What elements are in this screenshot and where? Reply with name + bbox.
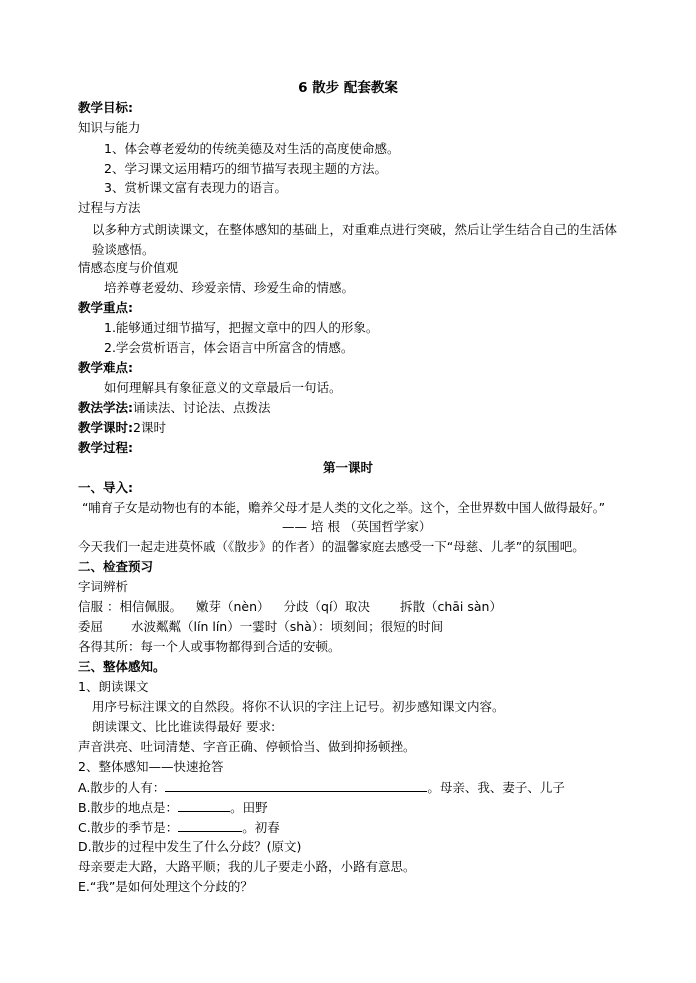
methods-label: 教法学法:	[78, 400, 133, 415]
key-point-2: 2.学会赏析语言，体会语言中所富含的情感。	[104, 340, 354, 355]
intro-heading: 一、导入:	[78, 480, 133, 495]
intro-text: 今天我们一起走进莫怀戚（《散步》的作者）的温馨家庭去感受一下“母慈、儿孝”的氛围吧。	[78, 539, 585, 554]
vocab-line-2	[78, 619, 638, 635]
qa-d-answer: 母亲要走大路，大路平顺；我的儿子要走小路，小路有意思。	[78, 859, 416, 874]
qa-b	[78, 799, 638, 816]
knowledge-item-1: 1、体会尊老爱幼的传统美德及对生活的高度使命感。	[104, 141, 400, 156]
vocab-xinfu: 信服 ：相信佩服。	[78, 599, 182, 614]
perception-sub1: 1、朗读课文	[78, 679, 149, 694]
vocab-line-3: 各得其所：每一个人或事物都得到合适的安顿。	[78, 639, 341, 654]
perception-heading: 三、整体感知。	[78, 659, 166, 674]
qa-a	[78, 779, 638, 796]
hours-text: 2课时	[133, 420, 166, 435]
qa-b-blank[interactable]	[178, 799, 230, 812]
difficulty-text: 如何理解具有象征意义的文章最后一句话。	[104, 380, 342, 395]
qa-c	[78, 819, 638, 836]
vocab-line-1	[78, 599, 638, 615]
preview-heading: 二、检查预习	[78, 559, 154, 574]
qa-c-answer: 。初春	[242, 820, 280, 835]
qa-e-question: E.“我”是如何处理这个分歧的？	[78, 879, 253, 894]
perception-sub2: 2、整体感知——快速抢答	[78, 759, 224, 774]
vocab-linlin: 水波粼粼（lín lín）一霎时（shà）：顷刻间；很短的时间	[131, 619, 444, 634]
key-points-heading: 教学重点:	[78, 300, 133, 315]
key-point-1: 1.能够通过细节描写，把握文章中的四人的形象。	[104, 320, 379, 335]
methods-line	[78, 400, 638, 416]
qa-a-blank[interactable]	[165, 779, 427, 792]
vocab-chaisan: 拆散（chāi sàn）	[399, 599, 502, 614]
qa-a-question: A.散步的人有：	[78, 780, 166, 795]
knowledge-item-3: 3、赏析课文富有表现力的语言。	[104, 180, 287, 195]
knowledge-item-2: 2、学习课文运用精巧的细节描写表现主题的方法。	[104, 161, 387, 176]
knowledge-label: 知识与能力	[78, 120, 141, 135]
qa-a-answer: 。母亲、我、妻子、儿子	[427, 780, 565, 795]
objectives-heading: 教学目标:	[78, 100, 133, 115]
procedure-heading: 教学过程:	[78, 440, 133, 455]
qa-c-question: C.散步的季节是：	[78, 820, 179, 835]
hours-line	[78, 420, 638, 436]
lesson-one-title: 第一课时	[322, 460, 373, 475]
qa-b-question: B.散步的地点是：	[78, 800, 179, 815]
intro-attribution: —— 培 根 （英国哲学家）	[282, 519, 432, 534]
read-step-2: 朗读课文、比比谁读得最好 要求:	[92, 719, 276, 734]
qa-c-blank[interactable]	[178, 819, 242, 832]
qa-d-question: D.散步的过程中发生了什么分歧？(原文)	[78, 839, 302, 854]
process-label: 过程与方法	[78, 200, 141, 215]
read-step-1: 用序号标注课文的自然段。将你不认识的字注上记号。初步感知课文内容。	[92, 699, 505, 714]
emotion-label: 情感态度与价值观	[78, 260, 179, 275]
vocab-weiqu: 委屈	[78, 619, 104, 634]
page-title: 6 散步 配套教案	[298, 80, 398, 96]
process-text: 以多种方式朗读课文，在整体感知的基础上，对重难点进行突破，然后让学生结合自己的生活体验谈感悟。	[92, 222, 618, 257]
intro-quote: “哺育子女是动物也有的本能，赡养父母才是人类的文化之举。这个，全世界数中国人做得最好。”	[82, 500, 605, 515]
preview-sub: 字词辨析	[78, 579, 129, 594]
vocab-fenqi: 分歧（qí）取决	[283, 599, 370, 614]
methods-text: 诵读法、讨论法、点拨法	[133, 400, 271, 415]
difficulty-heading: 教学难点:	[78, 360, 133, 375]
hours-label: 教学课时:	[78, 420, 133, 435]
read-step-3: 声音洪亮、吐词清楚、字音正确、停顿恰当、做到抑扬顿挫。	[78, 739, 416, 754]
qa-b-answer: 。田野	[230, 800, 268, 815]
vocab-nenya: 嫩芽（nèn）	[195, 599, 270, 614]
emotion-text: 培养尊老爱幼、珍爱亲情、珍爱生命的情感。	[104, 280, 355, 295]
